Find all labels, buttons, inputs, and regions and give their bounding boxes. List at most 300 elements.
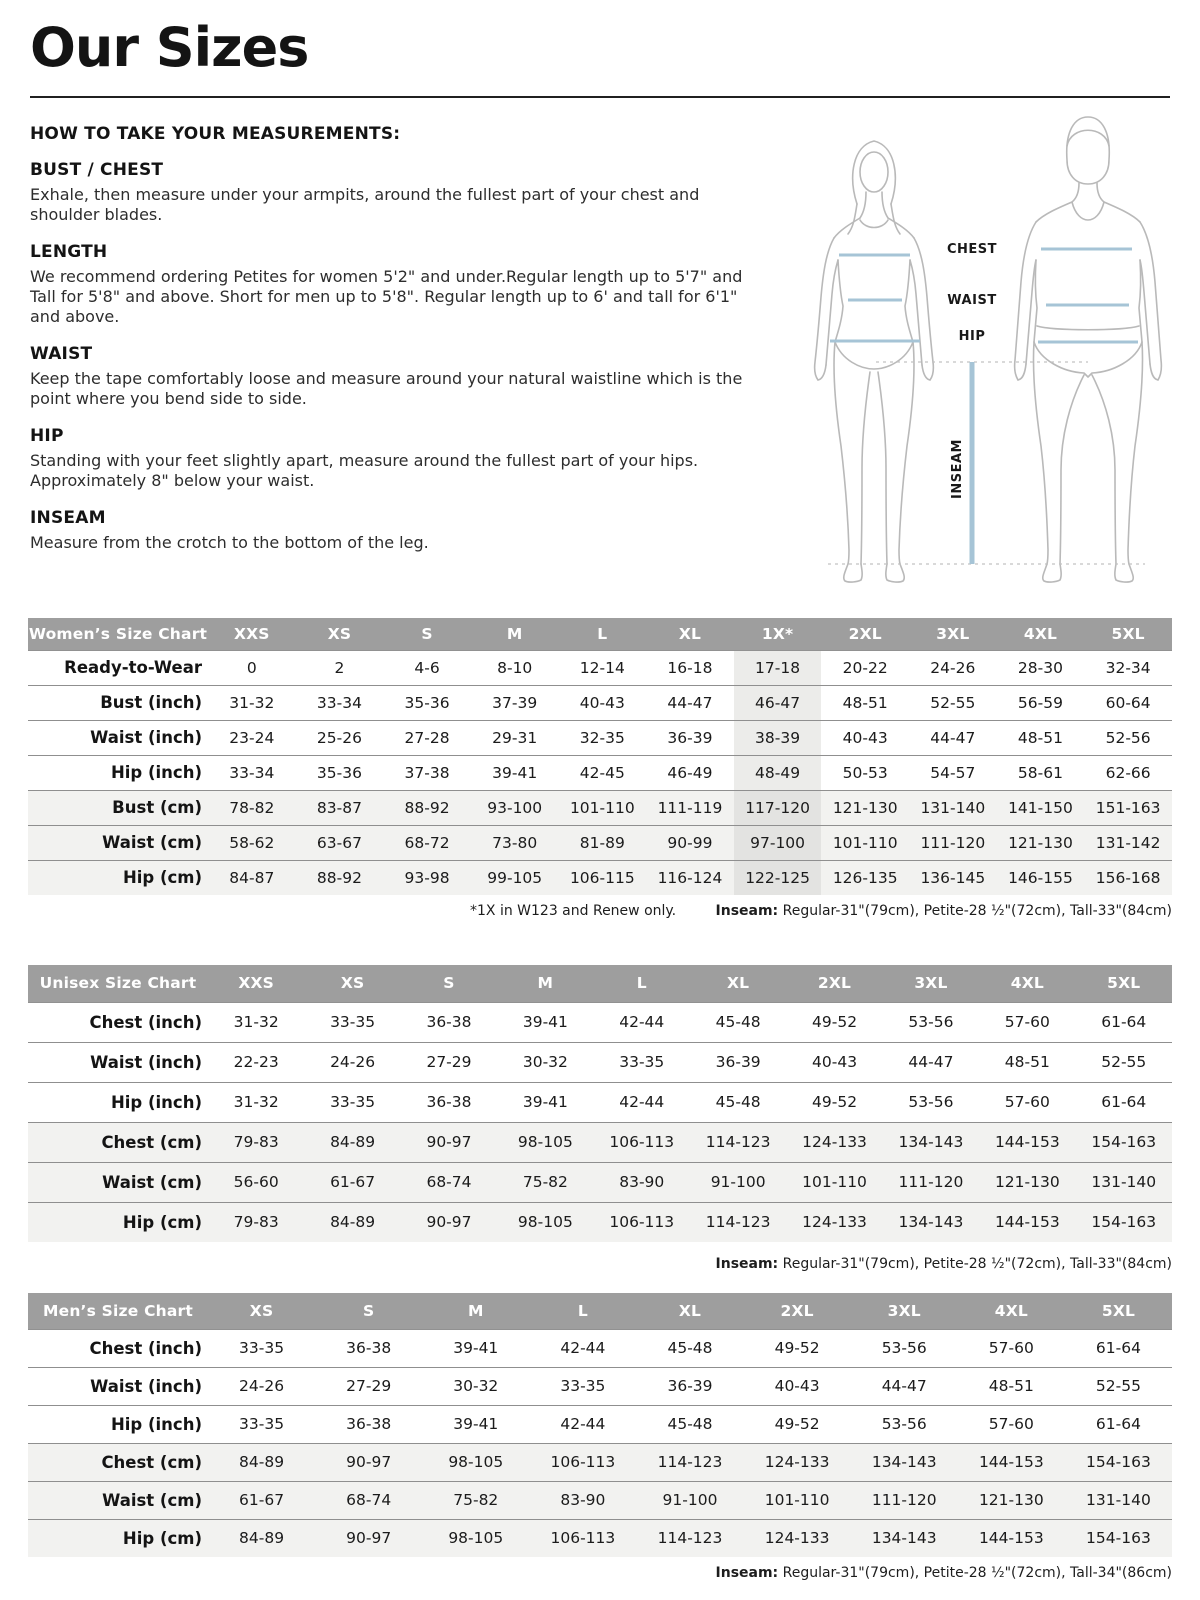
size-cell: 33-35	[239, 1339, 285, 1357]
table-row	[28, 1162, 1172, 1202]
row-label: Bust (inch)	[100, 693, 203, 712]
size-cell: 121-130	[821, 790, 909, 825]
size-cell: 38-39	[734, 720, 822, 755]
size-cell: 45-48	[715, 1013, 761, 1031]
row-label: Chest (inch)	[89, 1012, 202, 1032]
size-column-header: 5XL	[1076, 965, 1172, 1002]
table-row	[28, 1122, 1172, 1162]
chest-label: CHEST	[946, 242, 998, 257]
size-cell: 29-31	[492, 728, 538, 747]
size-cell: 62-66	[1105, 763, 1151, 782]
size-cell: 40-43	[812, 1053, 858, 1071]
section-body: Keep the tape comfortably loose and measure around your natural waistline which is the point where you bend side to side.	[30, 369, 743, 408]
size-column-header: 3XL	[851, 1293, 958, 1329]
size-cell: 90-97	[401, 1202, 497, 1242]
size-cell: 131-140	[1076, 1162, 1172, 1202]
size-cell: 52-55	[1095, 1377, 1141, 1395]
size-column-header: M	[422, 1293, 529, 1329]
size-cell: 98-105	[497, 1122, 593, 1162]
size-cell: 48-49	[734, 755, 822, 790]
size-column-header: S	[315, 1293, 422, 1329]
table-row	[28, 1443, 1172, 1481]
size-cell: 27-29	[426, 1053, 472, 1071]
size-cell: 144-153	[979, 1202, 1075, 1242]
size-cell: 111-120	[909, 825, 997, 860]
size-cell: 37-38	[404, 763, 450, 782]
size-cell: 57-60	[988, 1415, 1034, 1433]
size-cell: 144-153	[958, 1443, 1065, 1481]
size-column-header: 4XL	[997, 618, 1085, 650]
size-cell: 124-133	[744, 1443, 851, 1481]
size-cell: 36-38	[346, 1415, 392, 1433]
size-cell: 79-83	[208, 1202, 304, 1242]
size-cell: 90-99	[646, 825, 734, 860]
section-title: INSEAM	[30, 508, 106, 528]
size-cell: 117-120	[734, 790, 822, 825]
section-body: We recommend ordering Petites for women 5'2" and under.Regular length up to 5'7" and Tall for 5'8" and above. Short for men up to 5'8". Regular length up to 6' and tall for 6'1" and above.	[30, 267, 743, 326]
size-cell: 27-28	[404, 728, 450, 747]
size-column-header: 2XL	[744, 1293, 851, 1329]
page-title: Our Sizes	[30, 16, 309, 79]
size-cell: 75-82	[422, 1481, 529, 1519]
male-figure-outline	[1015, 117, 1162, 582]
unisex-chart-title: Unisex Size Chart	[28, 965, 208, 1002]
size-cell: 84-89	[208, 1519, 315, 1557]
size-cell: 42-45	[579, 763, 625, 782]
size-cell: 134-143	[851, 1443, 958, 1481]
size-cell: 39-41	[453, 1415, 499, 1433]
size-column-header: 4XL	[979, 965, 1075, 1002]
size-cell: 93-98	[383, 860, 471, 895]
table-row	[28, 685, 1172, 720]
size-cell: 68-74	[401, 1162, 497, 1202]
inseam-footnote-text: Regular-31"(79cm), Petite-28 ½"(72cm), Tall-33"(84cm)	[778, 903, 1172, 919]
size-cell: 84-89	[304, 1202, 400, 1242]
size-cell: 156-168	[1084, 860, 1172, 895]
size-cell: 40-43	[774, 1377, 820, 1395]
size-cell: 154-163	[1076, 1202, 1172, 1242]
size-cell: 106-113	[594, 1202, 690, 1242]
size-cell: 114-123	[690, 1122, 786, 1162]
table-row	[28, 1519, 1172, 1557]
table-row	[28, 825, 1172, 860]
mens-size-chart	[28, 1293, 1172, 1581]
size-cell: 144-153	[979, 1122, 1075, 1162]
size-cell: 61-67	[304, 1162, 400, 1202]
size-cell: 23-24	[229, 728, 275, 747]
female-figure-outline	[815, 141, 934, 582]
size-cell: 39-41	[453, 1339, 499, 1357]
womens-chart-title: Women’s Size Chart	[28, 618, 208, 650]
size-cell: 90-97	[401, 1122, 497, 1162]
size-column-header: XL	[690, 965, 786, 1002]
size-cell: 101-110	[786, 1162, 882, 1202]
size-cell: 56-60	[208, 1162, 304, 1202]
title-divider	[30, 96, 1170, 98]
section-title: HIP	[30, 426, 64, 446]
size-cell: 42-44	[560, 1415, 606, 1433]
size-cell: 79-83	[208, 1122, 304, 1162]
table-row	[28, 755, 1172, 790]
size-cell: 49-52	[774, 1339, 820, 1357]
size-cell: 91-100	[690, 1162, 786, 1202]
size-cell: 58-62	[208, 825, 296, 860]
size-cell: 24-26	[930, 658, 976, 677]
size-cell: 106-113	[529, 1519, 636, 1557]
header-row	[28, 965, 1172, 1002]
size-cell: 25-26	[316, 728, 362, 747]
size-cell: 30-32	[522, 1053, 568, 1071]
size-cell: 114-123	[690, 1202, 786, 1242]
size-cell: 101-110	[744, 1481, 851, 1519]
size-cell: 45-48	[667, 1339, 713, 1357]
body-measurement-figure	[778, 112, 1170, 592]
size-cell: 61-64	[1095, 1415, 1141, 1433]
size-cell: 39-41	[522, 1013, 568, 1031]
size-cell: 83-90	[594, 1162, 690, 1202]
size-column-header: XL	[636, 1293, 743, 1329]
size-cell: 116-124	[646, 860, 734, 895]
size-cell: 4-6	[414, 658, 440, 677]
size-cell: 73-80	[471, 825, 559, 860]
table-row	[28, 1002, 1172, 1042]
size-cell: 61-64	[1101, 1093, 1147, 1111]
size-cell: 84-89	[304, 1122, 400, 1162]
table-row	[28, 650, 1172, 685]
size-column-header: XXS	[208, 618, 296, 650]
size-cell: 111-120	[883, 1162, 979, 1202]
instructions-heading: HOW TO TAKE YOUR MEASUREMENTS:	[30, 124, 401, 144]
size-cell: 81-89	[559, 825, 647, 860]
footnote-inseam	[716, 903, 1172, 919]
size-column-header: XL	[646, 618, 734, 650]
row-label: Hip (cm)	[28, 1202, 208, 1242]
size-cell: 98-105	[422, 1519, 529, 1557]
size-cell: 114-123	[636, 1443, 743, 1481]
unisex-table	[28, 965, 1172, 1242]
measurement-section	[30, 508, 754, 553]
row-label: Chest (inch)	[89, 1338, 202, 1358]
size-cell: 151-163	[1084, 790, 1172, 825]
size-cell: 68-74	[315, 1481, 422, 1519]
size-column-header: XS	[304, 965, 400, 1002]
size-cell: 33-34	[316, 693, 362, 712]
size-cell: 121-130	[997, 825, 1085, 860]
waist-label: WAIST	[947, 293, 997, 308]
size-cell: 33-35	[560, 1377, 606, 1395]
inseam-footnote-text: Regular-31"(79cm), Petite-28 ½"(72cm), Tall-33"(84cm)	[778, 1256, 1172, 1272]
size-cell: 27-29	[346, 1377, 392, 1395]
size-cell: 33-34	[229, 763, 275, 782]
size-cell: 42-44	[619, 1013, 665, 1031]
size-cell: 48-51	[988, 1377, 1034, 1395]
measurement-section	[30, 160, 754, 225]
size-cell: 61-64	[1101, 1013, 1147, 1031]
size-cell: 46-47	[734, 685, 822, 720]
size-cell: 31-32	[233, 1093, 279, 1111]
table-row	[28, 1481, 1172, 1519]
footnotes	[28, 1565, 1172, 1581]
size-cell: 8-10	[497, 658, 533, 677]
size-cell: 31-32	[229, 693, 275, 712]
measurement-section	[30, 426, 754, 491]
size-cell: 31-32	[233, 1013, 279, 1031]
header-row	[28, 618, 1172, 650]
footnotes	[28, 903, 1172, 919]
size-cell: 49-52	[812, 1013, 858, 1031]
size-cell: 2	[334, 658, 345, 677]
size-column-header: S	[401, 965, 497, 1002]
size-cell: 154-163	[1076, 1122, 1172, 1162]
section-body: Exhale, then measure under your armpits, around the fullest part of your chest and shoulder blades.	[30, 185, 700, 224]
size-cell: 48-51	[1017, 728, 1063, 747]
inseam-footnote-label: Inseam:	[715, 1565, 779, 1581]
size-cell: 24-26	[239, 1377, 285, 1395]
size-cell: 68-72	[383, 825, 471, 860]
size-cell: 90-97	[315, 1519, 422, 1557]
size-cell: 136-145	[909, 860, 997, 895]
size-cell: 57-60	[988, 1339, 1034, 1357]
size-cell: 83-87	[296, 790, 384, 825]
size-cell: 40-43	[579, 693, 625, 712]
size-cell: 20-22	[842, 658, 888, 677]
size-cell: 91-100	[636, 1481, 743, 1519]
womens-table	[28, 618, 1172, 895]
womens-size-chart	[28, 618, 1172, 919]
size-cell: 78-82	[208, 790, 296, 825]
size-cell: 12-14	[579, 658, 625, 677]
size-cell: 44-47	[667, 693, 713, 712]
size-cell: 101-110	[559, 790, 647, 825]
row-label: Hip (cm)	[28, 860, 208, 895]
table-row	[28, 1367, 1172, 1405]
table-row	[28, 1405, 1172, 1443]
size-column-header: L	[594, 965, 690, 1002]
size-cell: 131-140	[1065, 1481, 1172, 1519]
section-title: BUST / CHEST	[30, 160, 164, 180]
table-row	[28, 1082, 1172, 1122]
size-cell: 111-120	[851, 1481, 958, 1519]
table-row	[28, 790, 1172, 825]
size-cell: 114-123	[636, 1519, 743, 1557]
size-cell: 99-105	[471, 860, 559, 895]
size-cell: 37-39	[492, 693, 538, 712]
size-column-header: L	[529, 1293, 636, 1329]
footnote-inseam	[716, 1565, 1172, 1581]
size-cell: 154-163	[1065, 1443, 1172, 1481]
size-cell: 106-113	[529, 1443, 636, 1481]
footnote-inseam	[716, 1256, 1172, 1272]
row-label: Waist (cm)	[28, 1481, 208, 1519]
table-row	[28, 1202, 1172, 1242]
size-cell: 30-32	[453, 1377, 499, 1395]
size-cell: 53-56	[908, 1013, 954, 1031]
size-cell: 56-59	[1017, 693, 1063, 712]
inseam-label: INSEAM	[950, 439, 965, 499]
measurement-section	[30, 344, 754, 409]
size-cell: 42-44	[560, 1339, 606, 1357]
size-cell: 44-47	[930, 728, 976, 747]
inseam-footnote-label: Inseam:	[715, 1256, 779, 1272]
size-cell: 124-133	[744, 1519, 851, 1557]
size-cell: 121-130	[958, 1481, 1065, 1519]
size-cell: 45-48	[667, 1415, 713, 1433]
table-row	[28, 1329, 1172, 1367]
size-cell: 48-51	[842, 693, 888, 712]
size-cell: 33-35	[239, 1415, 285, 1433]
size-cell: 57-60	[1004, 1093, 1050, 1111]
size-cell: 141-150	[997, 790, 1085, 825]
size-cell: 75-82	[497, 1162, 593, 1202]
size-cell: 33-35	[330, 1093, 376, 1111]
table-row	[28, 860, 1172, 895]
size-cell: 36-38	[426, 1093, 472, 1111]
measurement-instructions	[30, 124, 754, 570]
size-cell: 54-57	[930, 763, 976, 782]
size-column-header: M	[471, 618, 559, 650]
size-cell: 53-56	[908, 1093, 954, 1111]
size-cell: 144-153	[958, 1519, 1065, 1557]
inseam-footnote-label: Inseam:	[715, 903, 779, 919]
size-column-header: 3XL	[909, 618, 997, 650]
size-cell: 131-140	[909, 790, 997, 825]
size-cell: 24-26	[330, 1053, 376, 1071]
table-row	[28, 1042, 1172, 1082]
size-cell: 17-18	[734, 650, 822, 685]
size-cell: 42-44	[619, 1093, 665, 1111]
row-label: Waist (inch)	[90, 1052, 202, 1072]
size-column-header: 2XL	[821, 618, 909, 650]
unisex-size-chart	[28, 965, 1172, 1272]
size-column-header: 4XL	[958, 1293, 1065, 1329]
size-cell: 33-35	[619, 1053, 665, 1071]
size-cell: 98-105	[497, 1202, 593, 1242]
size-cell: 35-36	[316, 763, 362, 782]
size-cell: 53-56	[881, 1339, 927, 1357]
size-cell: 48-51	[1004, 1053, 1050, 1071]
size-cell: 44-47	[908, 1053, 954, 1071]
section-title: WAIST	[30, 344, 93, 364]
size-cell: 58-61	[1017, 763, 1063, 782]
size-cell: 154-163	[1065, 1519, 1172, 1557]
size-cell: 52-56	[1105, 728, 1151, 747]
header-row	[28, 1293, 1172, 1329]
size-column-header: XXS	[208, 965, 304, 1002]
size-cell: 28-30	[1017, 658, 1063, 677]
row-label: Waist (cm)	[28, 825, 208, 860]
size-cell: 61-64	[1095, 1339, 1141, 1357]
mens-table	[28, 1293, 1172, 1557]
size-cell: 39-41	[522, 1093, 568, 1111]
inseam-footnote-text: Regular-31"(79cm), Petite-28 ½"(72cm), Tall-34"(86cm)	[778, 1565, 1172, 1581]
size-cell: 32-34	[1105, 658, 1151, 677]
size-column-header: 5XL	[1065, 1293, 1172, 1329]
size-column-header: XS	[208, 1293, 315, 1329]
size-cell: 84-89	[208, 1443, 315, 1481]
row-label: Hip (inch)	[110, 1414, 202, 1434]
size-cell: 16-18	[667, 658, 713, 677]
size-column-header: XS	[296, 618, 384, 650]
size-cell: 126-135	[821, 860, 909, 895]
size-cell: 60-64	[1105, 693, 1151, 712]
size-cell: 46-49	[667, 763, 713, 782]
size-cell: 90-97	[315, 1443, 422, 1481]
size-cell: 84-87	[208, 860, 296, 895]
row-label: Hip (inch)	[110, 1092, 202, 1112]
size-cell: 44-47	[881, 1377, 927, 1395]
row-label: Chest (cm)	[28, 1443, 208, 1481]
footnotes	[28, 1256, 1172, 1272]
size-cell: 52-55	[930, 693, 976, 712]
size-cell: 88-92	[296, 860, 384, 895]
size-column-header: 1X*	[734, 618, 822, 650]
section-title: LENGTH	[30, 242, 108, 262]
size-cell: 124-133	[786, 1202, 882, 1242]
row-label: Waist (cm)	[28, 1162, 208, 1202]
size-column-header: S	[383, 618, 471, 650]
size-cell: 36-39	[667, 1377, 713, 1395]
size-cell: 106-115	[559, 860, 647, 895]
size-cell: 52-55	[1101, 1053, 1147, 1071]
size-cell: 131-142	[1084, 825, 1172, 860]
size-cell: 57-60	[1004, 1013, 1050, 1031]
size-cell: 35-36	[404, 693, 450, 712]
size-cell: 122-125	[734, 860, 822, 895]
row-label: Chest (cm)	[28, 1122, 208, 1162]
row-label: Hip (cm)	[28, 1519, 208, 1557]
size-cell: 134-143	[883, 1202, 979, 1242]
size-cell: 0	[246, 658, 257, 677]
row-label: Ready-to-Wear	[64, 658, 203, 677]
size-column-header: 3XL	[883, 965, 979, 1002]
size-cell: 106-113	[594, 1122, 690, 1162]
size-cell: 93-100	[471, 790, 559, 825]
row-label: Hip (inch)	[110, 763, 203, 782]
size-cell: 49-52	[774, 1415, 820, 1433]
size-cell: 39-41	[492, 763, 538, 782]
size-cell: 49-52	[812, 1093, 858, 1111]
row-label: Waist (inch)	[90, 1376, 202, 1396]
section-body: Standing with your feet slightly apart, measure around the fullest part of your hips. Approximately 8" below your waist.	[30, 451, 699, 490]
size-cell: 45-48	[715, 1093, 761, 1111]
row-label: Bust (cm)	[28, 790, 208, 825]
size-cell: 36-39	[667, 728, 713, 747]
size-cell: 97-100	[734, 825, 822, 860]
size-cell: 98-105	[422, 1443, 529, 1481]
size-cell: 22-23	[233, 1053, 279, 1071]
size-cell: 36-38	[346, 1339, 392, 1357]
measurement-section	[30, 242, 754, 327]
size-cell: 63-67	[296, 825, 384, 860]
size-cell: 146-155	[997, 860, 1085, 895]
size-cell: 33-35	[330, 1013, 376, 1031]
size-cell: 134-143	[851, 1519, 958, 1557]
table-row	[28, 720, 1172, 755]
size-cell: 50-53	[842, 763, 888, 782]
hip-label: HIP	[958, 329, 986, 344]
size-column-header: 2XL	[786, 965, 882, 1002]
size-cell: 53-56	[881, 1415, 927, 1433]
size-cell: 61-67	[208, 1481, 315, 1519]
measurement-diagram	[778, 112, 1170, 592]
size-cell: 134-143	[883, 1122, 979, 1162]
size-cell: 32-35	[579, 728, 625, 747]
size-cell: 124-133	[786, 1122, 882, 1162]
size-column-header: L	[559, 618, 647, 650]
size-column-header: 5XL	[1084, 618, 1172, 650]
row-label: Waist (inch)	[90, 728, 203, 747]
size-cell: 36-38	[426, 1013, 472, 1031]
